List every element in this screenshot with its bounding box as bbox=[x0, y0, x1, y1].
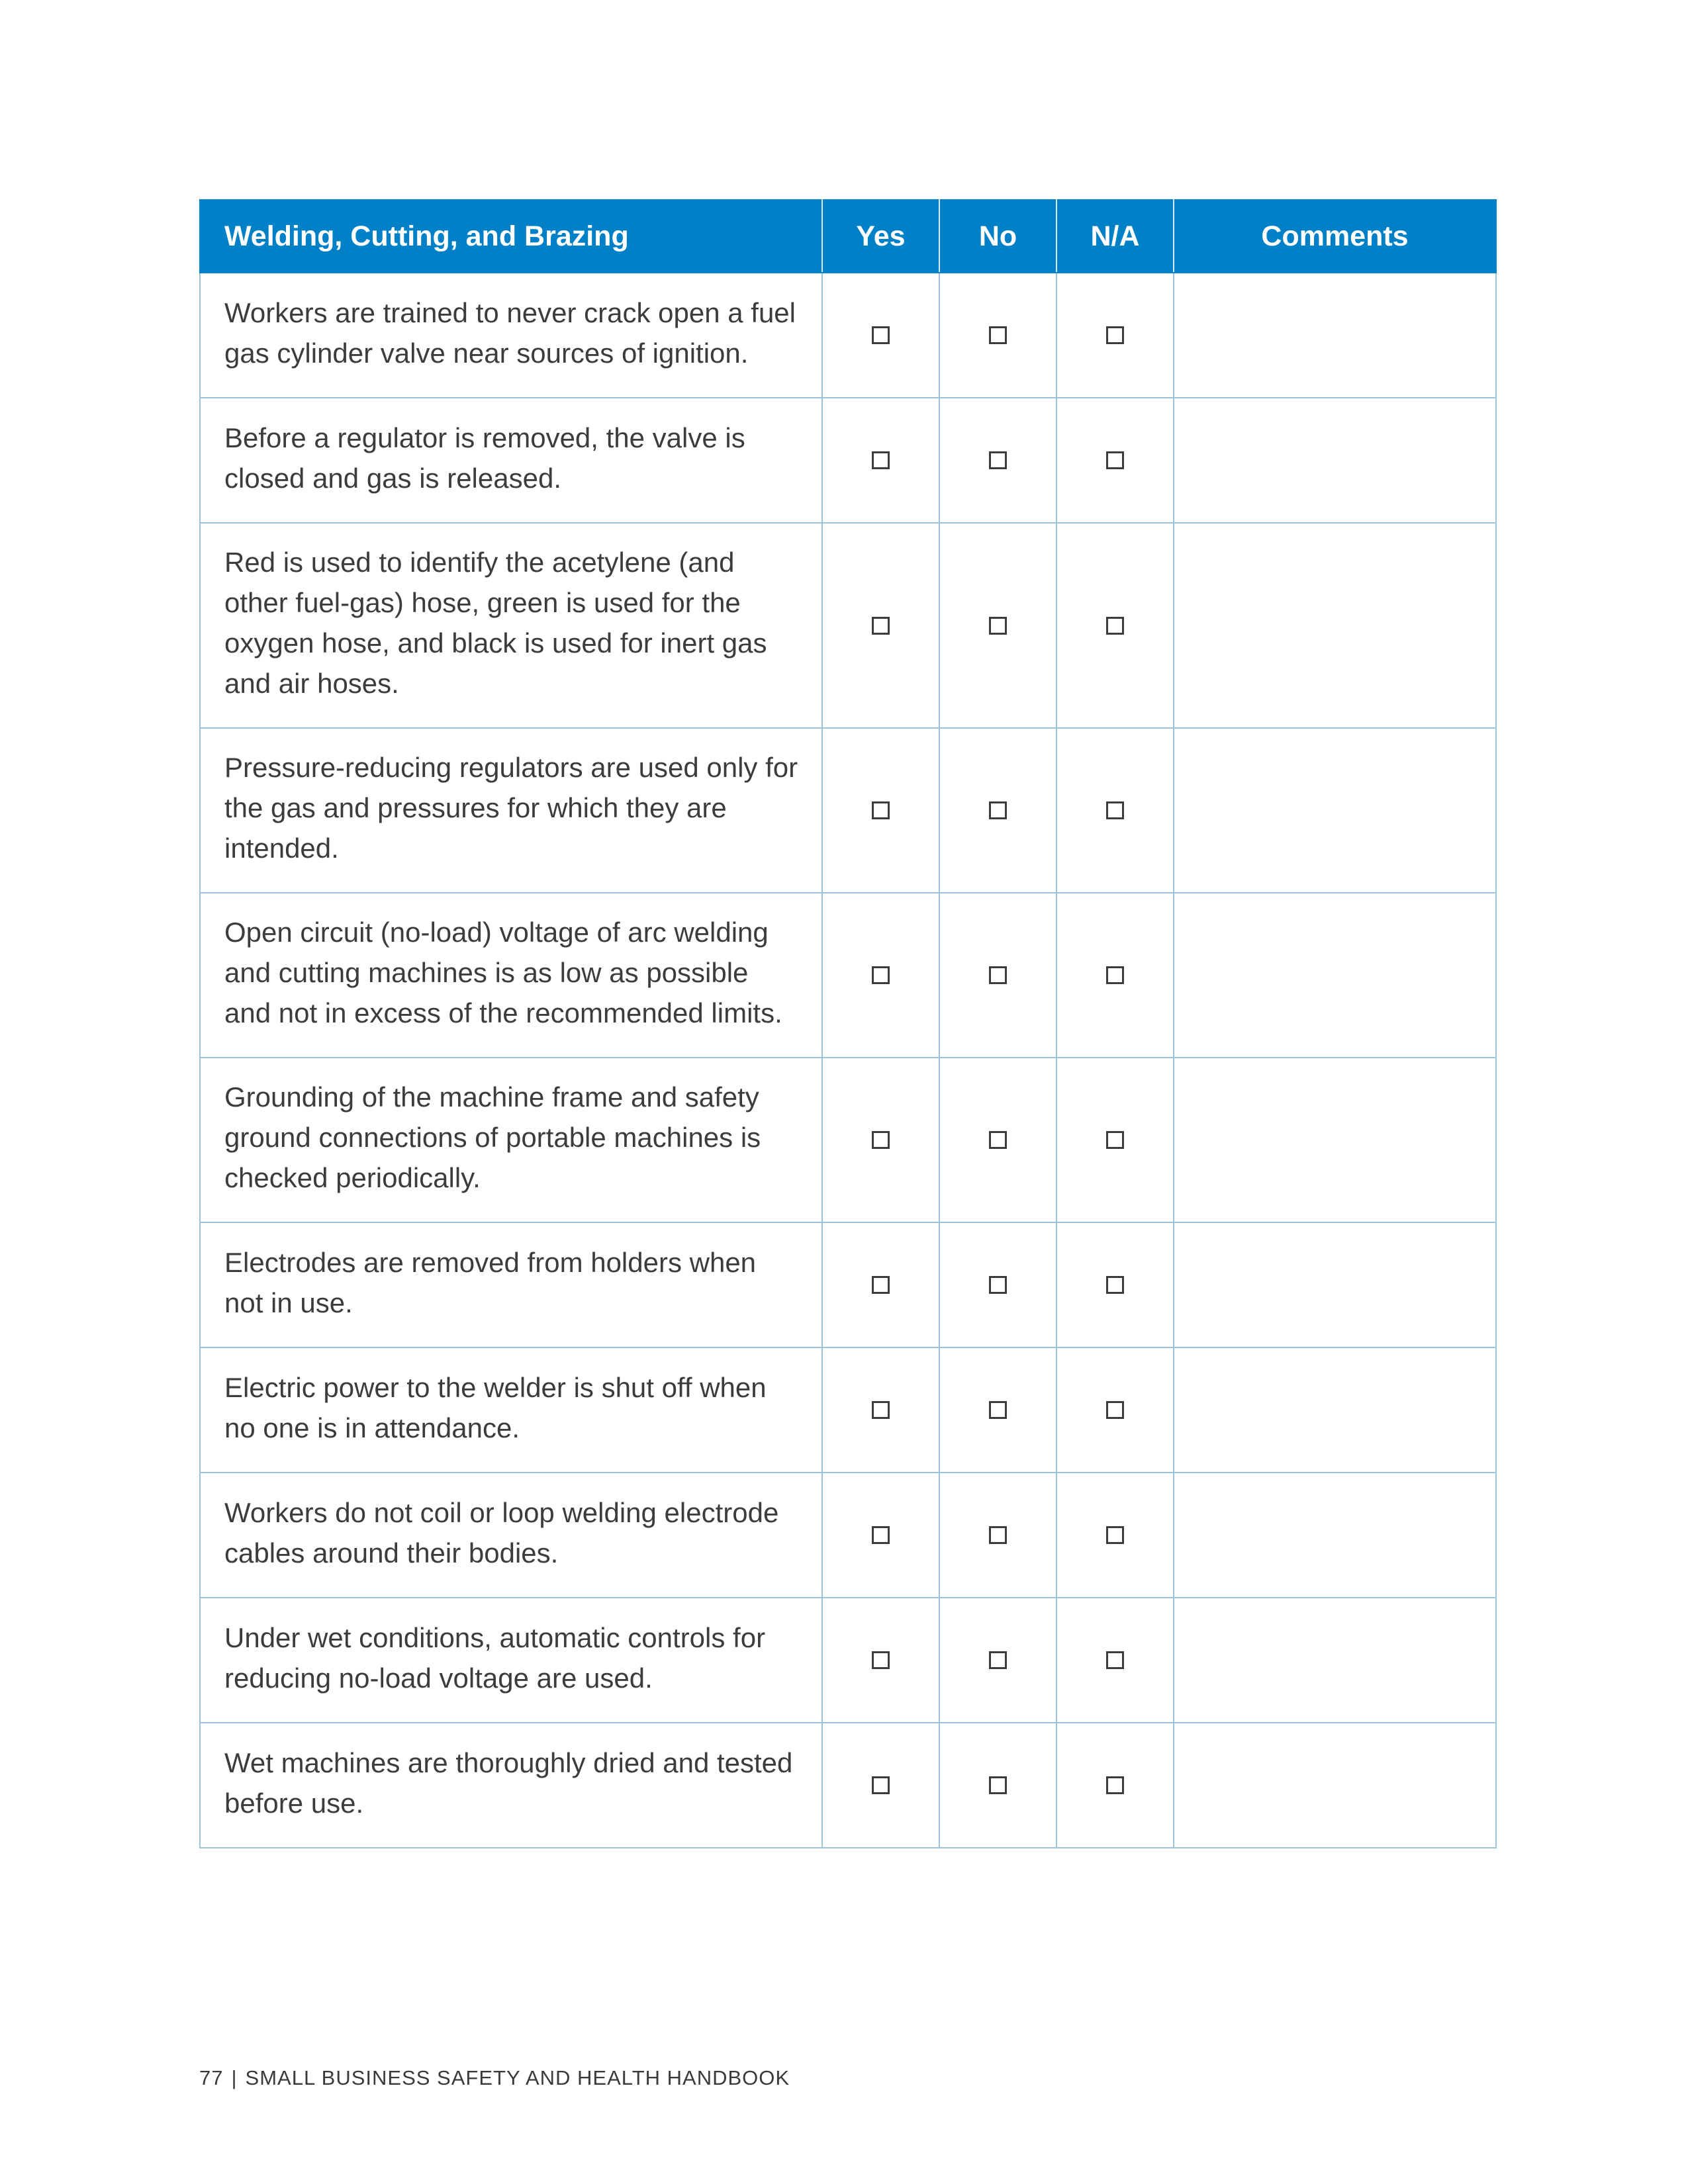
comments-cell[interactable] bbox=[1174, 1347, 1496, 1473]
no-cell bbox=[939, 1723, 1056, 1848]
row-item-text: Workers do not coil or loop welding electrode cables around their bodies. bbox=[200, 1473, 822, 1598]
yes-cell bbox=[822, 273, 939, 398]
row-item-text: Grounding of the machine frame and safety ground connections of portable machines is checked periodically. bbox=[200, 1058, 822, 1222]
yes-checkbox[interactable] bbox=[872, 1651, 890, 1669]
no-checkbox[interactable] bbox=[989, 1651, 1007, 1669]
no-cell bbox=[939, 398, 1056, 523]
row-item-text: Pressure-reducing regulators are used only for the gas and pressures for which they are intended. bbox=[200, 728, 822, 893]
no-checkbox[interactable] bbox=[989, 1526, 1007, 1544]
page-footer bbox=[199, 2066, 790, 2090]
na-checkbox[interactable] bbox=[1106, 966, 1124, 984]
table-row bbox=[200, 1058, 1496, 1222]
table-row bbox=[200, 893, 1496, 1058]
no-cell bbox=[939, 1347, 1056, 1473]
table-row bbox=[200, 398, 1496, 523]
comments-cell[interactable] bbox=[1174, 1222, 1496, 1347]
comments-cell[interactable] bbox=[1174, 398, 1496, 523]
no-cell bbox=[939, 1222, 1056, 1347]
no-cell bbox=[939, 523, 1056, 728]
na-cell bbox=[1056, 728, 1174, 893]
no-cell bbox=[939, 1058, 1056, 1222]
yes-cell bbox=[822, 1598, 939, 1723]
na-checkbox[interactable] bbox=[1106, 617, 1124, 635]
yes-cell bbox=[822, 893, 939, 1058]
na-cell bbox=[1056, 1598, 1174, 1723]
footer-title: SMALL BUSINESS SAFETY AND HEALTH HANDBOOK bbox=[245, 2066, 790, 2089]
na-checkbox[interactable] bbox=[1106, 1131, 1124, 1149]
no-cell bbox=[939, 273, 1056, 398]
na-cell bbox=[1056, 893, 1174, 1058]
na-cell bbox=[1056, 1058, 1174, 1222]
table-row bbox=[200, 273, 1496, 398]
na-cell bbox=[1056, 273, 1174, 398]
na-checkbox[interactable] bbox=[1106, 1526, 1124, 1544]
no-checkbox[interactable] bbox=[989, 1276, 1007, 1294]
no-checkbox[interactable] bbox=[989, 451, 1007, 469]
table-row bbox=[200, 1473, 1496, 1598]
na-cell bbox=[1056, 398, 1174, 523]
header-comments: Comments bbox=[1174, 200, 1496, 273]
row-item-text: Under wet conditions, automatic controls for reducing no-load voltage are used. bbox=[200, 1598, 822, 1723]
table-row bbox=[200, 1222, 1496, 1347]
na-cell bbox=[1056, 1473, 1174, 1598]
yes-cell bbox=[822, 1723, 939, 1848]
page-number: 77 bbox=[199, 2066, 224, 2089]
yes-checkbox[interactable] bbox=[872, 1776, 890, 1794]
row-item-text: Open circuit (no-load) voltage of arc welding and cutting machines is as low as possible and not in excess of the recommended limits. bbox=[200, 893, 822, 1058]
na-checkbox[interactable] bbox=[1106, 801, 1124, 819]
comments-cell[interactable] bbox=[1174, 1058, 1496, 1222]
na-checkbox[interactable] bbox=[1106, 1651, 1124, 1669]
yes-cell bbox=[822, 1347, 939, 1473]
header-item: Welding, Cutting, and Brazing bbox=[200, 200, 822, 273]
row-item-text: Wet machines are thoroughly dried and tested before use. bbox=[200, 1723, 822, 1848]
comments-cell[interactable] bbox=[1174, 1598, 1496, 1723]
header-na: N/A bbox=[1056, 200, 1174, 273]
na-cell bbox=[1056, 1723, 1174, 1848]
no-checkbox[interactable] bbox=[989, 1776, 1007, 1794]
row-item-text: Electrodes are removed from holders when not in use. bbox=[200, 1222, 822, 1347]
na-cell bbox=[1056, 523, 1174, 728]
yes-checkbox[interactable] bbox=[872, 1276, 890, 1294]
no-checkbox[interactable] bbox=[989, 801, 1007, 819]
comments-cell[interactable] bbox=[1174, 893, 1496, 1058]
yes-checkbox[interactable] bbox=[872, 1401, 890, 1419]
table-body bbox=[200, 273, 1496, 1848]
yes-cell bbox=[822, 398, 939, 523]
yes-cell bbox=[822, 1058, 939, 1222]
yes-checkbox[interactable] bbox=[872, 801, 890, 819]
welding-checklist-table bbox=[199, 199, 1497, 1848]
comments-cell[interactable] bbox=[1174, 1473, 1496, 1598]
table-header bbox=[200, 200, 1496, 273]
no-cell bbox=[939, 893, 1056, 1058]
no-checkbox[interactable] bbox=[989, 966, 1007, 984]
no-cell bbox=[939, 1598, 1056, 1723]
header-row bbox=[200, 200, 1496, 273]
na-checkbox[interactable] bbox=[1106, 1276, 1124, 1294]
no-checkbox[interactable] bbox=[989, 1131, 1007, 1149]
yes-checkbox[interactable] bbox=[872, 1526, 890, 1544]
yes-checkbox[interactable] bbox=[872, 966, 890, 984]
na-checkbox[interactable] bbox=[1106, 326, 1124, 344]
comments-cell[interactable] bbox=[1174, 1723, 1496, 1848]
comments-cell[interactable] bbox=[1174, 728, 1496, 893]
yes-cell bbox=[822, 728, 939, 893]
comments-cell[interactable] bbox=[1174, 273, 1496, 398]
row-item-text: Electric power to the welder is shut off when no one is in attendance. bbox=[200, 1347, 822, 1473]
table-row bbox=[200, 728, 1496, 893]
table-row bbox=[200, 1347, 1496, 1473]
no-checkbox[interactable] bbox=[989, 617, 1007, 635]
no-checkbox[interactable] bbox=[989, 326, 1007, 344]
na-checkbox[interactable] bbox=[1106, 1776, 1124, 1794]
footer-separator: | bbox=[231, 2066, 238, 2089]
no-cell bbox=[939, 1473, 1056, 1598]
na-checkbox[interactable] bbox=[1106, 451, 1124, 469]
row-item-text: Workers are trained to never crack open a fuel gas cylinder valve near sources of ignition. bbox=[200, 273, 822, 398]
na-cell bbox=[1056, 1222, 1174, 1347]
header-no: No bbox=[939, 200, 1056, 273]
yes-cell bbox=[822, 523, 939, 728]
na-cell bbox=[1056, 1347, 1174, 1473]
comments-cell[interactable] bbox=[1174, 523, 1496, 728]
no-cell bbox=[939, 728, 1056, 893]
table-row bbox=[200, 1598, 1496, 1723]
row-item-text: Red is used to identify the acetylene (and other fuel-gas) hose, green is used for the oxygen hose, and black is used for inert gas and air hoses. bbox=[200, 523, 822, 728]
header-yes: Yes bbox=[822, 200, 939, 273]
na-checkbox[interactable] bbox=[1106, 1401, 1124, 1419]
no-checkbox[interactable] bbox=[989, 1401, 1007, 1419]
yes-checkbox[interactable] bbox=[872, 1131, 890, 1149]
yes-checkbox[interactable] bbox=[872, 617, 890, 635]
yes-cell bbox=[822, 1222, 939, 1347]
table-row bbox=[200, 1723, 1496, 1848]
yes-cell bbox=[822, 1473, 939, 1598]
yes-checkbox[interactable] bbox=[872, 451, 890, 469]
row-item-text: Before a regulator is removed, the valve is closed and gas is released. bbox=[200, 398, 822, 523]
yes-checkbox[interactable] bbox=[872, 326, 890, 344]
table-row bbox=[200, 523, 1496, 728]
